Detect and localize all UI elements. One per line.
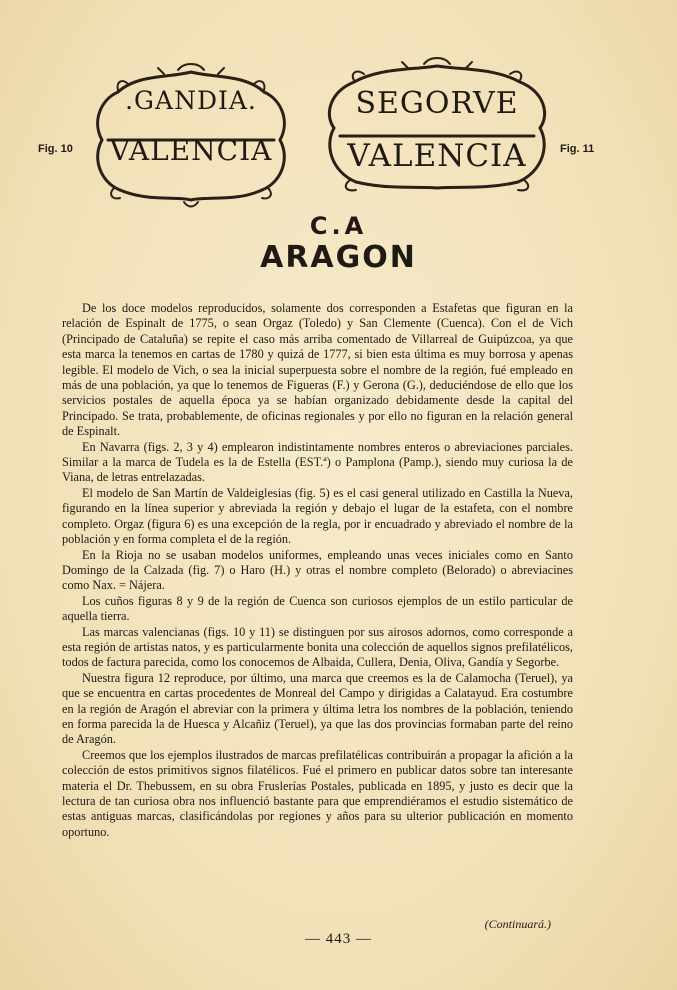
paragraph: Creemos que los ejemplos ilustrados de marcas prefilatélicas contribuirán a propagar la afición a la colección de estos primitivos signos filatélicos. Fué el primero en publicar datos sobre tan interesante materia el Dr. Thebussem, en su obra Fruslerías Postales, publicada en 1895, y justo es decir que la lectura de tan curiosa obra nos influenció bastante para que emprendiéramos el estudio sistemático de estas antiguas marcas, clasificándolas por regiones y años para su ulterior publicación en momento oportuno.: [62, 747, 573, 839]
fig10-label: Fig. 10: [38, 143, 73, 155]
paragraph: En la Rioja no se usaban modelos uniformes, empleando unas veces iniciales como en Santo Domingo de la Calzada (fig. 7) o Haro (H.) y otras el nombre completo (Belorado) o abreviacines como Nax. = Nájera.: [62, 547, 573, 593]
body-text: [62, 301, 573, 840]
stamp-segorve-line1: SEGORVE: [355, 86, 519, 121]
paragraph: Las marcas valencianas (figs. 10 y 11) se distinguen por sus airosos adornos, como corresponde a esta región de artistas natos, y es particularmente bonita una colección de aquellos signos prefilatélicos, todos de factura parecida, como los conocemos de Albaida, Cullera, Denia, Oliva, Gandía y Segorbe.: [62, 624, 573, 670]
stamp-gandia-line2: VALENCIA: [109, 134, 273, 167]
paragraph: De los doce modelos reproducidos, solamente dos corresponden a Estafetas que figuran en la relación de Espinalt de 1775, o sean Orgaz (Toledo) y San Clemente (Cuenca). Con el de Vich (Principado de Cataluña) se repite el caso más arriba comentado de Villarreal de Guipúzcoa, ya que esta marca la tenemos en cartas de 1780 y quizá de 1777, si bien esta última es muy borrosa y apenas legible. El modelo de Vich, o sea la inicial superpuesta sobre el nombre de la región, fué empleado en más de una población, ya que lo tenemos de Figueras (F.) y Gerona (G.), deduciéndose de ello que los servicios postales de aquella época ya se habían organizado debidamente desde la capital del Principado. Se trata, probablemente, de oficinas regionales y por ello no figuran en la relación general de Espinalt.: [62, 301, 573, 439]
stamp-gandia: [88, 60, 294, 210]
stamp-segorve-line2: VALENCIA: [347, 138, 527, 174]
heading-title: ARAGON: [260, 240, 417, 275]
paragraph: Nuestra figura 12 reproduce, por último, una marca que creemos es la de Calamocha (Teruel), ya que se encuentra en cartas procedentes de Monreal del Campo y dirigidas a Calatayud. Era costumbre en la región de Aragón el abreviar con la primera y última letra los nombres de la población, teniendo en forma parecida la de Huesca y Alcañiz (Teruel), ya que las dos provincias formaban parte del reino de Aragón.: [62, 670, 573, 747]
stamp-segorve: [320, 56, 554, 194]
page-number: — 443 —: [305, 931, 372, 947]
fig11-label: Fig. 11: [560, 143, 595, 155]
stamp-gandia-line1: .GANDIA.: [125, 86, 257, 115]
paragraph: Los cuños figuras 8 y 9 de la región de Cuenca son curiosos ejemplos de un estilo particular de aquella tierra.: [62, 593, 573, 624]
continued-note: (Continuará.): [484, 917, 551, 931]
paragraph: En Navarra (figs. 2, 3 y 4) emplearon indistintamente nombres enteros o abreviaciones parciales. Similar a la marca de Tudela es la de Estella (EST.ª) o Pamplona (Pamp.), siendo muy curiosa la de Viana, de letras entrelazadas.: [62, 439, 573, 485]
paragraph: El modelo de San Martín de Valdeiglesias (fig. 5) es el casi general utilizado en Castilla la Nueva, figurando en la línea superior y abreviada la región y debajo el lugar de la estafeta, con el nombre completo. Orgaz (figura 6) es una excepción de la regla, por ir encuadrado y abreviado el nombre de la población y en forma completa el de la región.: [62, 485, 573, 547]
heading-abbreviation: C.A: [309, 212, 368, 240]
